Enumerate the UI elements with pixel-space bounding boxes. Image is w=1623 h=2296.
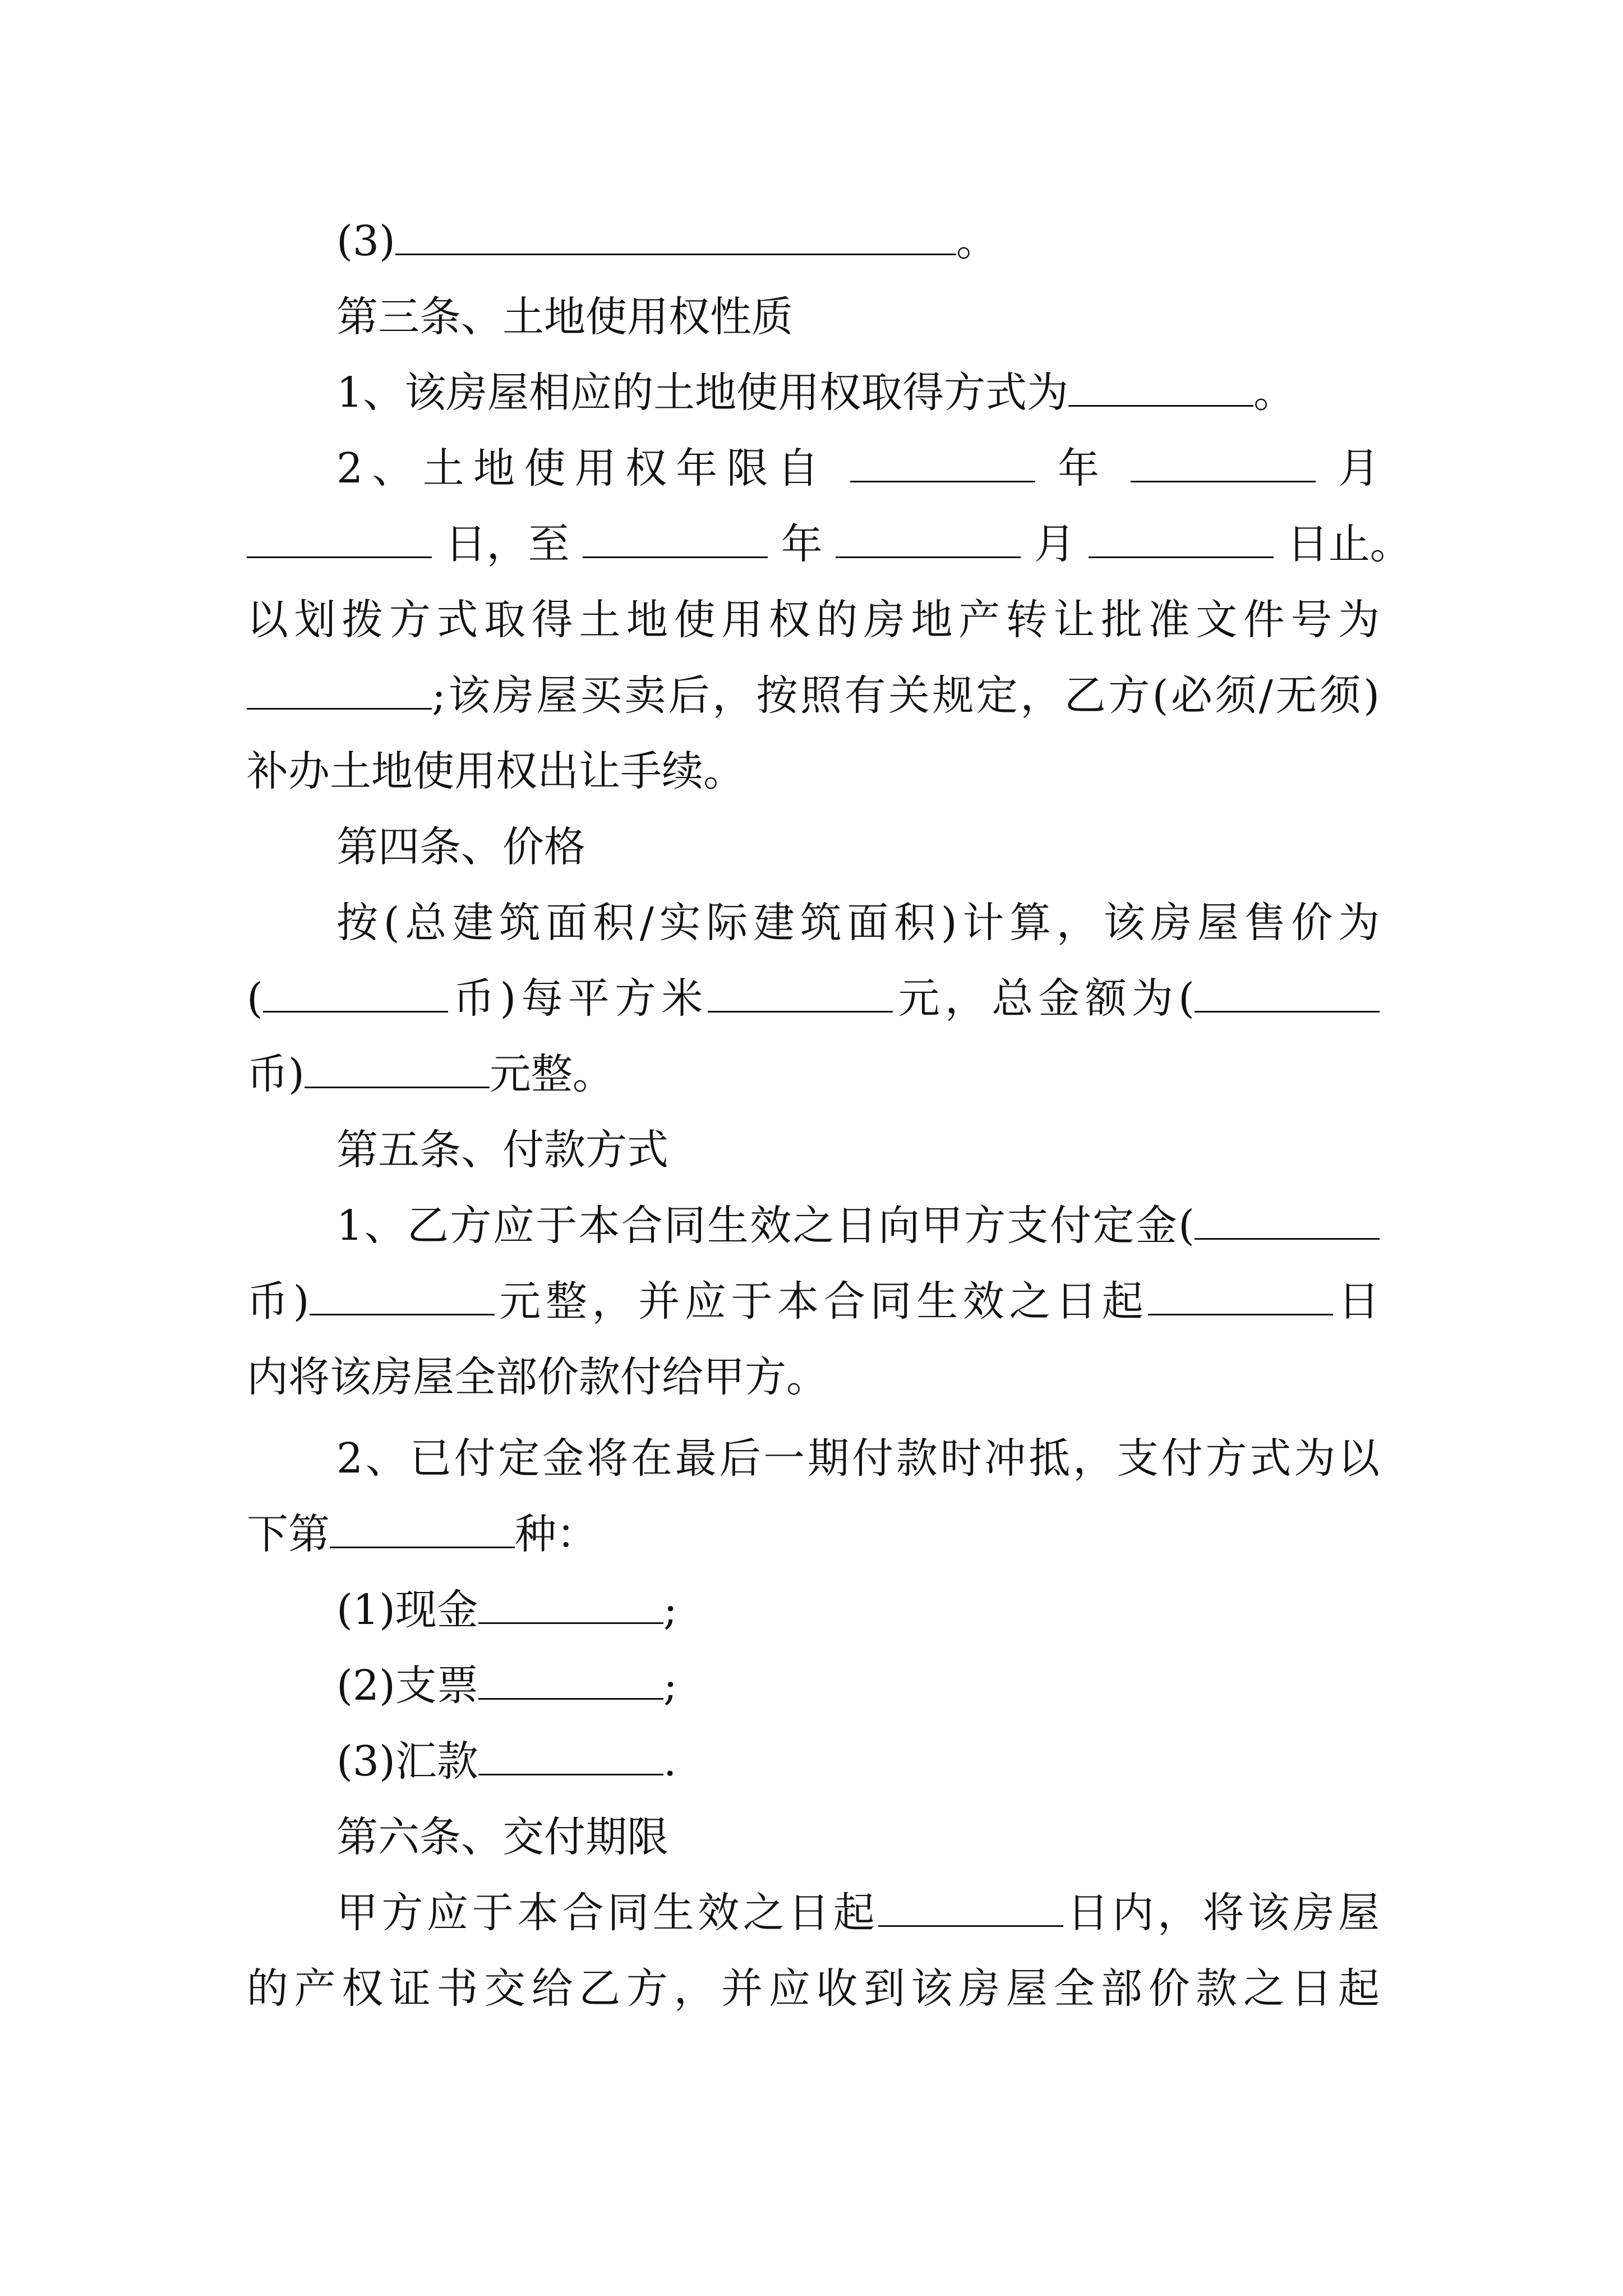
text: 2、已付定金将在最后一期付款时冲抵，支付方式为以 [336,1434,1380,1483]
text: 元整。 [489,1050,614,1098]
text: 内将该房屋全部价款付给甲方。 [247,1353,828,1401]
fill-blank [1131,447,1316,482]
list-item [336,1582,1380,1638]
text: ;该房屋买卖后，按照有关规定，乙方(必须/无须) [432,671,1380,720]
text: 1、乙方应于本合同生效之日向甲方支付定金( [336,1202,1195,1250]
text: (1)现金 [336,1586,478,1634]
section-heading [336,1122,1380,1178]
text: (3)汇款 [336,1737,478,1786]
list-item [336,1733,1380,1789]
fill-blank [395,220,956,255]
text: 元，总金额为( [893,974,1195,1023]
text: 2、土地使用权年限自 [336,444,828,493]
fill-blank [583,523,768,558]
text: 年 [1057,444,1109,493]
text: 甲方应于本合同生效之日起 [336,1889,879,1937]
text: ; [663,1586,677,1634]
text: (2)支票 [336,1662,478,1710]
paragraph-line [247,592,1380,648]
fill-blank [708,977,893,1013]
fill-blank [1148,1280,1333,1315]
text: 元整，并应于本合同生效之日起 [494,1277,1149,1326]
text: 补办土地使用权出让手续。 [247,747,745,795]
heading-text: 第四条、价格 [336,823,585,871]
text: 币)每平方米 [448,974,708,1023]
fill-blank [310,1280,495,1315]
fill-blank [1195,1204,1380,1240]
paragraph-line [247,1349,1380,1405]
heading-text: 第五条、付款方式 [336,1126,668,1174]
fill-blank [850,447,1035,482]
paragraph-line [336,213,1380,269]
fill-blank [1195,977,1380,1013]
fill-blank [305,1053,490,1088]
fill-blank [478,1664,663,1700]
text: 1、该房屋相应的土地使用权取得方式为 [336,369,1069,417]
text: 。 [1253,369,1295,417]
paragraph-line [247,1046,1380,1102]
paragraph-line [247,743,1380,799]
paragraph-line [336,1198,1380,1254]
text: ; [663,1662,677,1710]
fill-blank [878,1892,1063,1927]
text: 的产权证书交给乙方，并应收到该房屋全部价款之日起 [247,1964,1380,2013]
fill-blank [247,523,432,558]
paragraph-line [336,895,1380,951]
fill-blank [478,1589,663,1624]
text: 以划拨方式取得土地使用权的房地产转让批准文件号为 [247,596,1380,644]
section-heading [336,1809,1380,1865]
paragraph-line [247,668,1380,724]
fill-blank [836,523,1021,558]
text: 币) [247,1277,310,1326]
text: 按(总建筑面积/实际建筑面积)计算，该房屋售价为 [336,899,1380,947]
text: 年 [781,520,823,568]
section-heading [336,289,1380,345]
text: 月 [1034,520,1076,568]
text: 日 [1333,1277,1380,1326]
heading-text: 第三条、土地使用权性质 [336,293,793,341]
paragraph-line [247,516,1412,572]
fill-blank [1068,371,1253,407]
fill-blank [263,977,448,1013]
text: . [663,1737,677,1786]
text: 日止。 [1287,520,1412,568]
text: 日内，将该房屋 [1063,1889,1380,1937]
paragraph-line [336,1430,1380,1487]
text: ( [247,974,263,1023]
text: 。 [956,217,998,265]
paragraph-line [247,1273,1380,1329]
section-heading [336,819,1380,875]
paragraph-line [336,365,1380,421]
paragraph-line [247,970,1380,1027]
fill-blank [330,1513,515,1548]
list-item [336,1658,1380,1714]
heading-text: 第六条、交付期限 [336,1813,668,1861]
fill-blank [247,674,432,710]
text: (3) [336,217,395,265]
text: 月 [1338,444,1380,493]
fill-blank [478,1740,663,1775]
text: 下第 [247,1510,330,1558]
text: 日，至 [445,520,570,568]
paragraph-line [247,1961,1380,2017]
fill-blank [1089,523,1274,558]
text: 种： [515,1510,598,1558]
paragraph-line [336,440,1380,496]
text: 币) [247,1050,305,1098]
paragraph-line [336,1885,1380,1941]
paragraph-line [247,1506,1380,1562]
